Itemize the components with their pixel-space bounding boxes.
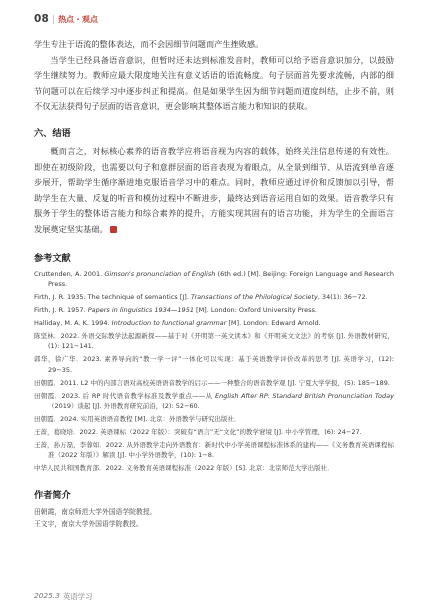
footer-journal: 英语学习 [62, 592, 93, 601]
footer-issue: 2025.3 [34, 591, 60, 600]
conclusion-text: 概而言之，对标核心素养的语音教学应将语音视为内容的载体，始终关注信息传递的有效性。即使在初级阶段，也需要以句子和意群层面的语音表现为着眼点，从全景到细节、从语流到单音逐步展开，帮助学生循序渐进地克服语音学习中的难点。同时，教师应通过评价和反馈加以引导，帮助学生在大量、反复的听音和模仿过程中不断进步，最终达到语音运用自如的效果。语音教学只有服务于学生的整体语言能力和综合素养的提升，方能实现其固有的语言功能，并为学生的全面语言发展奠定坚实基础。 [34, 145, 394, 234]
reference-text: 王蔷，葛晓培．2022. 英语课标（2022 年版）：突破有“语言”无“文化”的教学窘境 [J]. 中小学管理，(6): 24−27. [34, 427, 362, 436]
conclusion-paragraph [34, 144, 394, 238]
reference-text: 郭华，徐广华．2023. 素养导向的“教一学一评”一体化可以实现：基于英语教学评价改革的思考 [J]. 英语学习，(12): 29−35. [34, 355, 394, 374]
reference-item [34, 354, 394, 376]
section-label: 热点・观点 [58, 15, 99, 24]
reference-text: （2019）谈起 [J]. 外语教育研究前沿，(2): 52−60. [48, 402, 200, 411]
article-body [34, 37, 394, 530]
reference-text: (6th ed.) [M]. Beijing: Foreign Language and Research Press. [48, 269, 394, 289]
reference-title: Introduction to functional grammar [111, 318, 227, 327]
reference-text: 田朝霞．2024. 实用英语语音教程 [M]. 北京：外语教学与研究出版社． [34, 415, 241, 424]
paragraph-continuation: 学生专注于语流的整体表达，而不会因细节问题而产生挫败感。 [34, 39, 264, 49]
reference-title: Papers in linguistics 1934—1951 [87, 305, 194, 314]
conclusion-heading: 六、结语 [34, 127, 71, 139]
reference-item [34, 463, 394, 474]
reference-text: 田朝霞．2011. L2 中的内部言语对高校英语语音教学的启示——一种整合的语音教学观 [J]. 宁夏大学学报，(5): 185−189. [34, 378, 390, 387]
reference-title: Transactions of the Philological Society [190, 293, 318, 302]
reference-item [34, 391, 394, 413]
page-header [34, 13, 98, 27]
reference-item [34, 378, 394, 389]
author-bio: 田朝霞，南京师范大学外国语学院教授。 [34, 508, 157, 517]
reference-text: [M]. London: Edward Arnold. [226, 318, 321, 327]
reference-item [34, 269, 394, 291]
reference-item [34, 318, 394, 329]
header-divider: | [52, 15, 56, 25]
references-list [34, 269, 394, 475]
references-heading: 参考文献 [34, 252, 71, 264]
page-footer [34, 591, 92, 602]
reference-text: Cruttenden, A. 2001. [34, 269, 105, 278]
reference-text: 王蔷，孙万磊，李蓉如．2022. 从外语教学走向外语教育：新时代中小学英语课程标准体系的建构——《义务教育英语课程标准（2022 年版）》解读 [J]. 中小学外语教学，(10): 1−8. [34, 440, 394, 460]
reference-text: Firth, J. R. 1935. The technique of semantics [J]. [34, 293, 191, 302]
reference-item [34, 305, 394, 316]
reference-item [34, 427, 394, 438]
reference-text: 中华人民共和国教育部．2022. 义务教育英语课程标准（2022 年版）[S]. 北京：北京师范大学出版社． [34, 464, 334, 473]
reference-text: Halliday, M. A. K. 1994. [34, 318, 112, 327]
reference-item [34, 440, 394, 462]
reference-item [34, 331, 394, 353]
reference-item [34, 414, 394, 425]
reference-title: English After RP: Standard British Pronunciation Today [215, 391, 394, 400]
reference-text: Firth, J. R. 1957. [34, 305, 88, 314]
reference-text: [M]. London: Oxford University Press. [193, 305, 317, 314]
reference-title: Gimson's pronunciation of English [104, 269, 216, 278]
page-number: 08 [34, 13, 50, 25]
author-bio: 王文宇，南京大学外国语学院教授。 [34, 520, 143, 529]
paragraph-voice-awareness: 当学生已经具备语音意识，但暂时还未达到标准发音时，教师可以给予语音意识加分，以鼓励学生继续努力。教师应最大限度地关注有意义话语的语流畅度。句子层面首先要求流畅，内部的细节问题可以在后续学习中逐步纠正和提高。但是如果学生因为细节问题而道度纠结，止步不前，则不仅无法获得句子层面的语音意识，更会影响其整体语言能力和知识的获取。 [34, 54, 394, 112]
reference-text: 陈坚林．2022. 外语交际教学法起源新探——基于对《开明第一英文读本》和《开明英文文法》的考察 [J]. 外语教材研究，(1): 121−141. [34, 331, 394, 351]
reference-item [34, 292, 394, 303]
end-of-article-mark [110, 226, 117, 233]
reference-text: 田朝霞．2023. 后 RP 时代语音教学标准及教学重点——从 [34, 391, 216, 400]
reference-text: , 34(1): 36−72. [317, 293, 368, 302]
authors-heading: 作者简介 [34, 490, 71, 502]
